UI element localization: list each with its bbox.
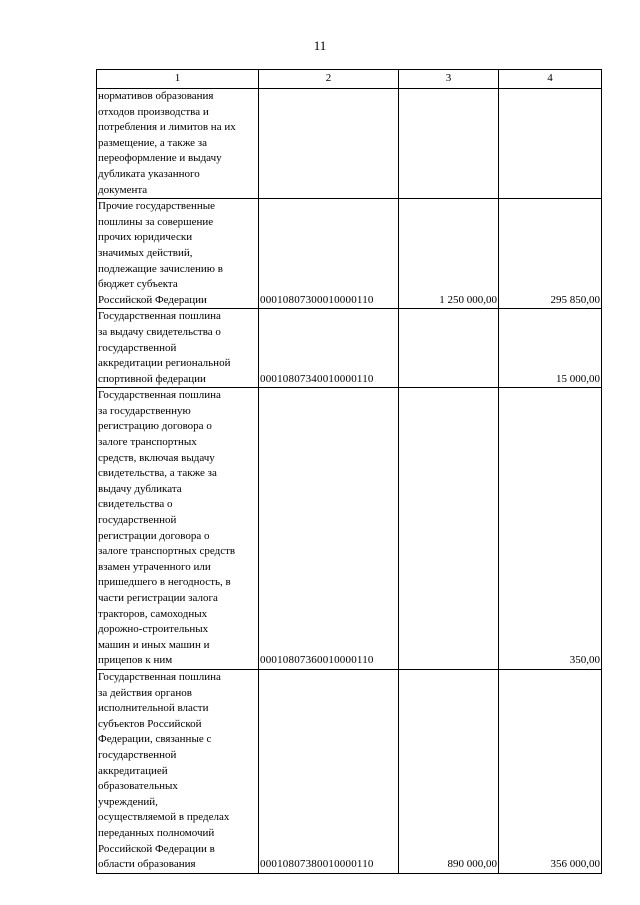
header-col-3: 3 [399, 70, 499, 89]
row-name-text: Прочие государственные пошлины за совершение прочих юридически значимых действий, подлежащие зачислению в бюджет субъекта Российской Федерации [98, 200, 223, 306]
row-amount-col3 [399, 388, 499, 670]
row-name-cell [97, 89, 259, 199]
budget-revenue-table [96, 69, 602, 874]
row-code-cell: 00010807380010000110 [259, 669, 399, 873]
table-row [97, 388, 602, 670]
row-code-cell [259, 89, 399, 199]
row-amount-col4: 295 850,00 [499, 199, 602, 309]
row-name-cell [97, 388, 259, 670]
row-amount-col4: 356 000,00 [499, 669, 602, 873]
row-amount-col3 [399, 89, 499, 199]
header-col-2: 2 [259, 70, 399, 89]
table-row [97, 199, 602, 309]
row-name-text: Государственная пошлина за действия органов исполнительной власти субъектов Российской Федерации, связанные с государственной аккредитацией образовательных учреждений, осуществляемой в пределах переданных полномочий Российской Федерации в области образования [98, 670, 230, 871]
header-col-1: 1 [97, 70, 259, 89]
row-name-cell [97, 669, 259, 873]
table-header-row [97, 70, 602, 89]
row-name-text: Государственная пошлина за выдачу свидетельства о государственной аккредитации региональной спортивной федерации [98, 310, 231, 385]
row-code-cell: 00010807340010000110 [259, 309, 399, 388]
row-code-cell: 00010807360010000110 [259, 388, 399, 670]
table-row [97, 89, 602, 199]
row-amount-col4: 350,00 [499, 388, 602, 670]
table-row [97, 309, 602, 388]
row-name-text: Государственная пошлина за государственную регистрацию договора о залоге транспортных средств, включая выдачу свидетельства, а также за выдачу дубликата свидетельства о государственной регистрации договора о залоге транспортных средств взамен утраченного или пришедшего в негодность, в части регистрации залога тракторов, самоходных дорожно-строительных машин и иных машин и прицепов к ним [98, 389, 236, 667]
header-col-4: 4 [499, 70, 602, 89]
row-amount-col3: 1 250 000,00 [399, 199, 499, 309]
page-number: 11 [313, 38, 327, 53]
row-name-cell [97, 199, 259, 309]
row-amount-col4 [499, 89, 602, 199]
row-amount-col4: 15 000,00 [499, 309, 602, 388]
row-name-text: нормативов образования отходов производства и потребления и лимитов на их размещение, а также за переоформление и выдачу дубликата указанного документа [98, 90, 236, 196]
row-code-cell: 00010807300010000110 [259, 199, 399, 309]
row-amount-col3 [399, 309, 499, 388]
row-name-cell [97, 309, 259, 388]
row-amount-col3: 890 000,00 [399, 669, 499, 873]
table-row [97, 669, 602, 873]
